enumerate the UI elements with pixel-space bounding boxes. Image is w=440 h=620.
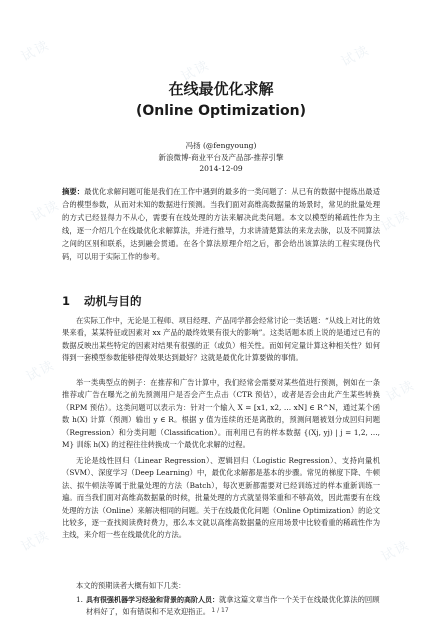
paragraph: 本文的预期读者大概有如下几类： xyxy=(76,581,186,590)
watermark-text: 试读 xyxy=(19,527,53,555)
date: 2014-12-09 xyxy=(199,164,243,173)
watermark-text: 试读 xyxy=(29,197,63,225)
watermark-text: 试读 xyxy=(179,57,213,85)
abstract-text: 最优化求解问题可能是我们在工作中遇到的最多的一类问题了：从已有的数据中提炼出最适合的模型参数，从而对未知的数据进行预测。当我们面对高维高数据量的场景时，常见的批量处理的方式已经显得力不从心，需要有在线处理的方法来解决此类问题。本文以模型的稀疏性作为主线，逐一介绍几个在线最优化求解算法，并进行推导，力求讲清楚算法的来龙去脉，以及不同算法之间的区别和联系，达到融会贯通。在各个算法原理介绍之后，都会给出该算法的工程实现伪代码，可以用于实际工作的参考。 xyxy=(62,187,381,261)
title-chinese: 在线最优化求解 xyxy=(168,80,274,98)
paragraph: 无论是线性回归（Linear Regression）、逻辑回归（Logistic Regression）、支持向量机（SVM）、深度学习（Deep Learning）中，最优化求解都是基本的步骤。常见的梯度下降、牛顿法、拟牛顿法等属于批量处理的方法（Batch），每次更新都需要对已经训练过的样本重新训练一遍。而当我们面对高维高数据量的时候，批量处理的方式就显得笨重和不够高效，因此需要有在线处理的方法（Online）来解决相同的问题。关于在线最优化问题（Online Optimization）的论文比较多，逐一查找阅读费时费力，那么本文就以高维高数据量的应用场景中比较看重的稀疏性作为主线，来介绍一些在线最优化的方法。 xyxy=(62,456,380,540)
watermark-text: 试读 xyxy=(379,207,413,235)
watermark-text: 试读 xyxy=(379,537,413,565)
section-heading xyxy=(62,293,380,309)
abstract xyxy=(62,185,380,263)
abstract-label: 摘要： xyxy=(62,187,85,196)
watermark-text: 试读 xyxy=(339,42,373,70)
page-number: 1 / 17 xyxy=(211,607,229,614)
paragraph: 举一类典型点的例子：在推荐和广告计算中，我们经常会需要对某些值进行预测，例如在一条推荐或广告在曝光之前先预测用户是否会产生点击（CTR 预估），或者是否会由此产生某些转换（RPM 预估）。这类问题可以表示为：针对一个输入 X = [x1, x2, … xN] ∈ R^N，通过某个函数 h(X) 计算（预测）输出 y ∈ R。根据 y 值为连续的还是离散的，预测问题被划分成回归问题（Regression）和分类问题（Classification）。而利用已有的样本数据 {(Xj, yj) | j = 1,2, …, M} 训练 h(X) 的过程往往转换成一个最优化求解的过程。 xyxy=(62,378,380,450)
watermark-text: 试读 xyxy=(384,377,418,405)
section-title: 动机与目的 xyxy=(84,294,142,308)
section-number: 1 xyxy=(62,294,71,308)
watermark-text: 试读 xyxy=(24,357,58,385)
watermark-text: 试读 xyxy=(19,37,53,65)
author: 冯扬 (@fengyoung) xyxy=(185,141,257,150)
title-english: (Online Optimization) xyxy=(135,103,307,119)
affiliation: 新浪微博-商业平台及产品部-推荐引擎 xyxy=(158,153,284,162)
list-item: 1. 具有很强机器学习经验和背景的高阶人员：就拿这篇文章当作一个关于在线最优化算法的回顾材料好了，如有错误和不足欢迎指正。 xyxy=(76,595,380,617)
paragraph: 在实际工作中，无论是工程师、项目经理、产品同学都会经常讨论一类话题：“从线上对比的效果来看，某某特征或因素对 xx 产品的最终效果有很大的影响”。这类话题本质上说的是通过已有的数据反映出某些特定的因素对结果有很强的正（或负）相关性。而如何定量计算这种相关性？如何得到一套模型参数能够使得效果达到最好？这就是最优化计算要做的事情。 xyxy=(62,316,380,363)
